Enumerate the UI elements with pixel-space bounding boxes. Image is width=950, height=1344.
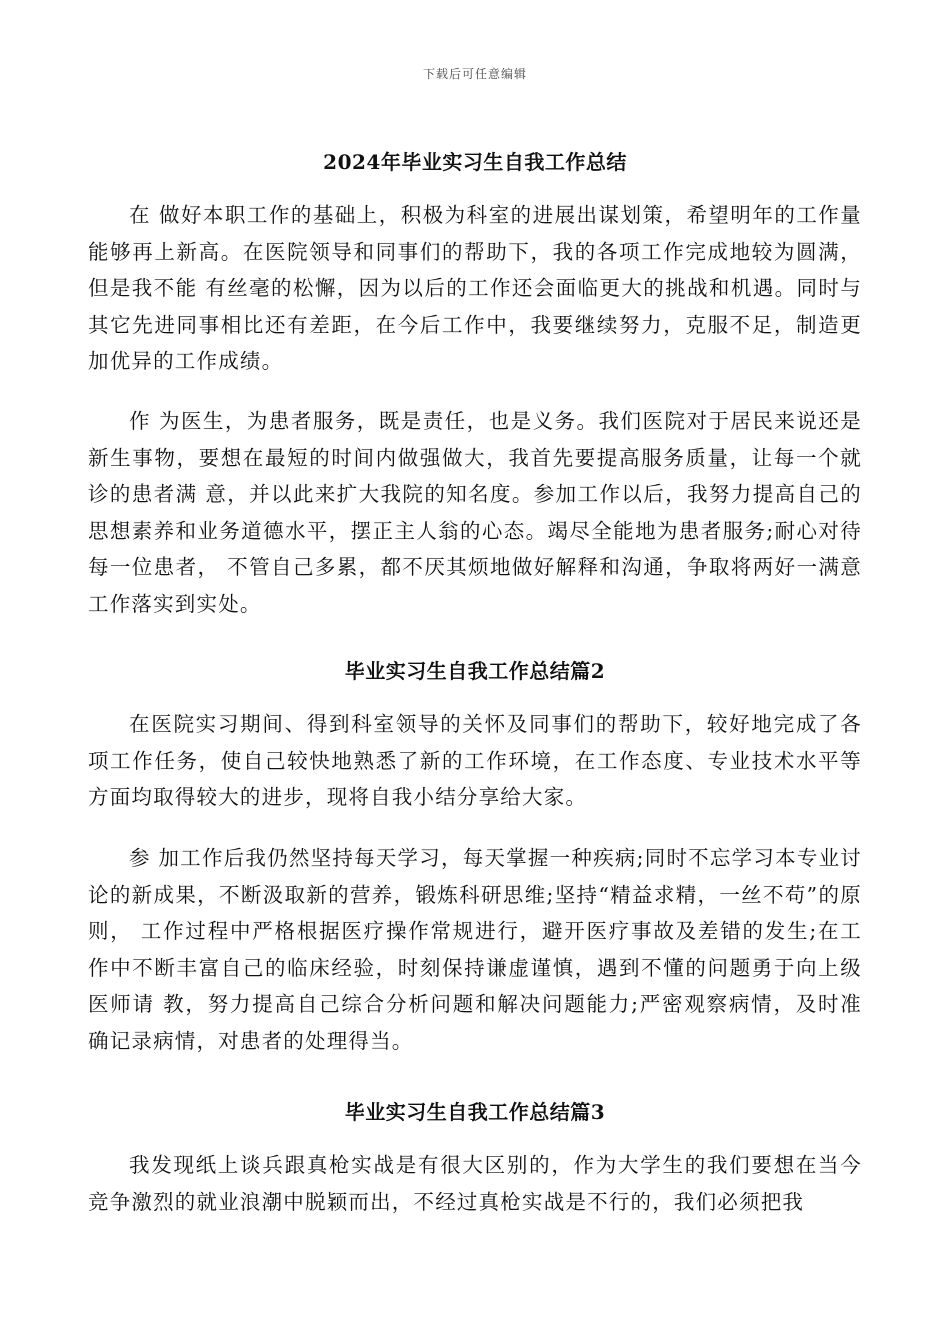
paragraph: 作 为医生，为患者服务，既是责任，也是义务。我们医院对于居民来说还是新生事物，要想在最短的时间内做强做大，我首先要提高服务质量，让每一个就诊的患者满 意，并以此来扩大我院的知名度。参加工作以后，我努力提高自己的思想素养和业务道德水平，摆正主人翁的心态。竭尽全能地为患者服务;耐心对待每一位患者， 不管自己多累，都不厌其烦地做好解释和沟通，争取将两好一满意工作落实到实处。: [88, 409, 862, 616]
paragraph: 在医院实习期间、得到科室领导的关怀及同事们的帮助下，较好地完成了各项工作任务，使自己较快地熟悉了新的工作环境，在工作态度、专业技术水平等方面均取得较大的进步，现将自我小结分享给大家。: [88, 712, 862, 809]
document-title: 2024年毕业实习生自我工作总结: [323, 150, 627, 174]
header-note: 下载后可任意编辑: [422, 67, 527, 81]
paragraph: 我发现纸上谈兵跟真枪实战是有很大区别的，作为大学生的我们要想在当今竞争激烈的就业浪潮中脱颖而出，不经过真枪实战是不行的，我们必须把我: [88, 1153, 862, 1214]
paragraph: 参 加工作后我仍然坚持每天学习，每天掌握一种疾病;同时不忘学习本专业讨论的新成果，不断汲取新的营养，锻炼科研思维;坚持“精益求精，一丝不苟”的原则， 工作过程中严格根据医疗操作常规进行，避开医疗事故及差错的发生;在工作中不断丰富自己的临床经验，时刻保持谦虚谨慎，遇到不懂的问题勇于向上级医师请 教，努力提高自己综合分析问题和解决问题能力;严密观察病情，及时准确记录病情，对患者的处理得当。: [88, 846, 862, 1053]
section-title: 毕业实习生自我工作总结篇2: [344, 659, 606, 683]
paragraph: 在 做好本职工作的基础上，积极为科室的进展出谋划策，希望明年的工作量能够再上新高。在医院领导和同事们的帮助下，我的各项工作完成地较为圆满，但是我不能 有丝毫的松懈，因为以后的工作还会面临更大的挑战和机遇。同时与其它先进同事相比还有差距，在今后工作中，我要继续努力，克服不足，制造更加优异的工作成绩。: [88, 203, 862, 373]
section-title: 毕业实习生自我工作总结篇3: [344, 1100, 606, 1124]
